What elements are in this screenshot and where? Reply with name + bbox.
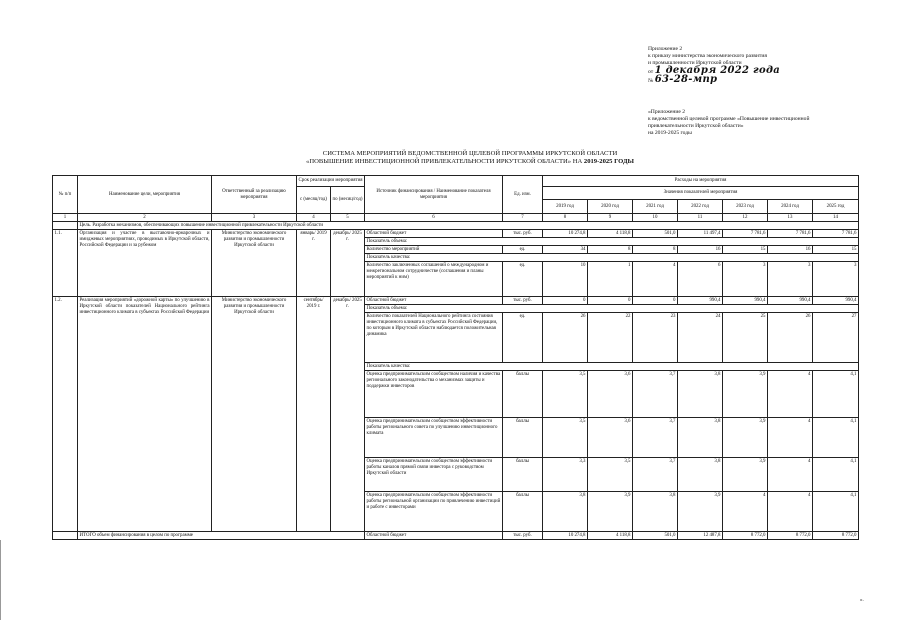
scan-edge-line xyxy=(0,540,7,620)
m2-vol-name: Количество показателей Национального рейтинга состояния инвестиционного климата в субъектах Российской Федерации, по которым в Иркутской области наблюдается положительная динамика xyxy=(365,313,503,363)
m2-q4-value-1: 3,8 xyxy=(543,492,588,532)
header-year-3: 2021 год xyxy=(633,200,678,214)
header-year-7: 2025 год xyxy=(813,200,859,214)
annex-line-2: к приказу министерства экономического развития xyxy=(648,53,767,59)
column-number-6: 6 xyxy=(365,214,503,222)
column-number-7: 7 xyxy=(503,214,543,222)
column-number-9: 9 xyxy=(588,214,633,222)
m2-q2-value-6: 4 xyxy=(768,418,813,458)
m1-fin-value-2: 4 118,8 xyxy=(588,230,633,238)
m1-vol-value-7: 15 xyxy=(813,246,859,254)
m1-vol-value-5: 15 xyxy=(723,246,768,254)
m1-fin-value-7: 7 781,6 xyxy=(813,230,859,238)
m2-vol-value-7: 27 xyxy=(813,313,859,363)
m2-fin-unit: тыс. руб. xyxy=(503,297,543,305)
m2-q2-value-1: 3,5 xyxy=(543,418,588,458)
annex-line-1: Приложение 2 xyxy=(648,46,683,52)
annex-line-4: «Приложение 2 xyxy=(648,109,686,115)
header-year-5: 2023 год xyxy=(723,200,768,214)
m2-q4-value-6: 4 xyxy=(768,492,813,532)
m2-fin-value-1: 0 xyxy=(543,297,588,305)
m2-vol-value-4: 24 xyxy=(678,313,723,363)
total-unit: тыс. руб. xyxy=(503,532,543,540)
m1-qual-value-6: 3 xyxy=(768,262,813,297)
annex-line-5: к ведомственной целевой программе «Повышение инвестиционной xyxy=(648,116,810,122)
column-number-1: 1 xyxy=(53,214,78,222)
m2-q2-value-2: 3,6 xyxy=(588,418,633,458)
m1-vol-name: Количество мероприятий xyxy=(365,246,503,254)
m2-q1-value-7: 4,1 xyxy=(813,371,859,418)
column-number-13: 13 xyxy=(768,214,813,222)
m2-q3-value-5: 3,9 xyxy=(723,458,768,492)
header-to: по (месяц/год) xyxy=(331,187,365,214)
m1-qual-value-3: 4 xyxy=(633,262,678,297)
m2-q2-value-7: 4,1 xyxy=(813,418,859,458)
handwritten-number: 63-28-мпр xyxy=(654,74,718,85)
m2-fin-value-4: 990,4 xyxy=(678,297,723,305)
annex-line-3: и промышленности Иркутской области xyxy=(648,60,742,66)
m1-qual-value-7: 3 xyxy=(813,262,859,297)
m2-q4-value-2: 3,9 xyxy=(588,492,633,532)
annex-from-label: от xyxy=(648,69,654,75)
m1-from: январь/ 2019 г. xyxy=(297,230,331,297)
m2-q4-value-5: 4 xyxy=(723,492,768,532)
m2-q1-unit: баллы xyxy=(503,371,543,418)
m2-vol-value-1: 26 xyxy=(543,313,588,363)
m2-q1-value-4: 3,8 xyxy=(678,371,723,418)
total-source: Областной бюджет xyxy=(365,532,503,540)
title-line-2: «ПОВЫШЕНИЕ ИНВЕСТИЦИОННОЙ ПРИВЛЕКАТЕЛЬНОСТИ ИРКУТСКОЙ ОБЛАСТИ» НА 2019-2025 ГОДЫ xyxy=(306,158,634,165)
header-year-6: 2024 год xyxy=(768,200,813,214)
annex-line-6: привлекательности Иркутской области» xyxy=(648,123,744,129)
m2-q1-value-5: 3,9 xyxy=(723,371,768,418)
m2-q3-value-2: 3,5 xyxy=(588,458,633,492)
m1-vol-value-6: 16 xyxy=(768,246,813,254)
m2-q1-value-1: 3,5 xyxy=(543,371,588,418)
header-num: № п/п xyxy=(53,176,78,214)
annex-num-label: № xyxy=(648,78,654,84)
m1-qual-value-5: 3 xyxy=(723,262,768,297)
m1-vol-value-3: 8 xyxy=(633,246,678,254)
header-year-2: 2020 год xyxy=(588,200,633,214)
title-line-1: СИСТЕМА МЕРОПРИЯТИЙ ВЕДОМСТВЕННОЙ ЦЕЛЕВОЙ ПРОГРАММЫ ИРКУТСКОЙ ОБЛАСТИ xyxy=(322,150,618,157)
m1-qual-value-2: 1 xyxy=(588,262,633,297)
m1-vol-value-1: 34 xyxy=(543,246,588,254)
m2-fin-value-6: 990,4 xyxy=(768,297,813,305)
m2-q1-value-6: 4 xyxy=(768,371,813,418)
m1-fin-unit: тыс. руб. xyxy=(503,230,543,238)
header-resp: Ответственный за реализацию мероприятия xyxy=(212,176,297,214)
total-value-7: 8 772,0 xyxy=(813,532,859,540)
m1-fin-value-4: 11 497,4 xyxy=(678,230,723,238)
total-value-2: 4 118,8 xyxy=(588,532,633,540)
total-value-6: 8 772,0 xyxy=(768,532,813,540)
m1-qual-name: Количество заключенных соглашений о международном и межрегиональном сотрудничестве (соглашения и планы мероприятий к ним) xyxy=(365,262,503,297)
column-number-3: 3 xyxy=(212,214,297,222)
column-number-11: 11 xyxy=(678,214,723,222)
column-number-4: 4 xyxy=(297,214,331,222)
m1-name: Организация и участие в выставочно-ярмарочных и имиджевых мероприятиях, проводимых в Иркутской области, Российской Федерации и за рубежом xyxy=(78,230,212,297)
column-number-14: 14 xyxy=(813,214,859,222)
m1-qual-unit: ед. xyxy=(503,262,543,297)
total-value-5: 8 772,0 xyxy=(723,532,768,540)
m1-vol-value-2: 8 xyxy=(588,246,633,254)
m1-qual-label: Показатель качества: xyxy=(365,254,859,262)
header-unit: Ед. изм. xyxy=(503,176,543,214)
m2-q3-name: Оценка предпринимательским сообществом эффективности работы каналов прямой связи инвестора с руководством Иркутской области xyxy=(365,458,503,492)
m2-fin-source: Областной бюджет xyxy=(365,297,503,305)
m2-q3-unit: баллы xyxy=(503,458,543,492)
m2-num: 1.2. xyxy=(53,297,78,532)
m2-q3-value-3: 3,7 xyxy=(633,458,678,492)
m1-vol-unit: ед. xyxy=(503,246,543,254)
goal-text: Цель. Разработка механизмов, обеспечивающих повышение инвестиционной привлекательности Иркутской области xyxy=(78,222,859,230)
m1-resp: Министерство экономического развития и промышленности Иркутской области xyxy=(212,230,297,297)
m1-vol-label: Показатель объема: xyxy=(365,238,859,246)
m2-q4-value-4: 3,9 xyxy=(678,492,723,532)
m2-q4-value-7: 4,1 xyxy=(813,492,859,532)
m2-fin-value-5: 990,4 xyxy=(723,297,768,305)
m1-fin-value-1: 10 274,8 xyxy=(543,230,588,238)
total-row xyxy=(53,532,859,540)
m1-qual-value-1: 10 xyxy=(543,262,588,297)
goal-row xyxy=(53,222,859,230)
m2-q4-unit: баллы xyxy=(503,492,543,532)
header-values: Значения показателей мероприятия xyxy=(543,187,859,200)
total-label: ИТОГО объем финансирования в целом по программе xyxy=(78,532,365,540)
m1-vol-value-4: 16 xyxy=(678,246,723,254)
m1-to: декабрь/ 2025 г. xyxy=(331,230,365,297)
m2-fin-value-2: 0 xyxy=(588,297,633,305)
m2-vol-value-3: 23 xyxy=(633,313,678,363)
m2-vol-value-6: 26 xyxy=(768,313,813,363)
m2-from: сентябрь/ 2019 г. xyxy=(297,297,331,532)
header-period: Срок реализации мероприятия xyxy=(297,176,365,187)
document-title xyxy=(230,150,710,166)
m2-q1-value-2: 3,6 xyxy=(588,371,633,418)
m1-num: 1.1. xyxy=(53,230,78,297)
m2-vol-unit: ед. xyxy=(503,313,543,363)
m2-q2-value-3: 3,7 xyxy=(633,418,678,458)
header-year-1: 2019 год xyxy=(543,200,588,214)
m2-q3-value-7: 4,1 xyxy=(813,458,859,492)
total-value-4: 12 487,8 xyxy=(678,532,723,540)
m2-q2-value-5: 3,9 xyxy=(723,418,768,458)
m1-fin-value-6: 7 781,6 xyxy=(768,230,813,238)
m2-fin-value-7: 990,4 xyxy=(813,297,859,305)
header-from: с (месяц/год) xyxy=(297,187,331,214)
column-number-5: 5 xyxy=(331,214,365,222)
m2-vol-value-2: 22 xyxy=(588,313,633,363)
m1-qual-value-4: 6 xyxy=(678,262,723,297)
header-name: Наименование цели, мероприятия xyxy=(78,176,212,214)
m2-q3-value-4: 3,8 xyxy=(678,458,723,492)
measures-table xyxy=(52,175,859,540)
m2-q3-value-6: 4 xyxy=(768,458,813,492)
m2-finance-row xyxy=(53,297,859,305)
m2-q2-value-4: 3,8 xyxy=(678,418,723,458)
m2-name: Реализация мероприятий «дорожной карты» по улучшению в Иркутской области показателей Национального рейтинга инвестиционного климата в субъектах Российской Федерации xyxy=(78,297,212,532)
annex-line-7: на 2019-2025 годы xyxy=(648,130,692,136)
header-expenses: Расходы на мероприятия xyxy=(543,176,859,187)
m2-q1-value-3: 3,7 xyxy=(633,371,678,418)
m1-finance-row xyxy=(53,230,859,238)
m2-q4-name: Оценка предпринимательским сообществом эффективности работы региональной организации по привлечению инвестиций и работе с инвесторами xyxy=(365,492,503,532)
header-source: Источник финансирования / Наименование показателя мероприятия xyxy=(365,176,503,214)
table-closing-mark: ». xyxy=(860,598,864,603)
column-number-row xyxy=(53,214,859,222)
header-row-1 xyxy=(53,176,859,187)
m2-vol-label: Показатель объема: xyxy=(365,305,859,313)
m1-fin-value-5: 7 781,6 xyxy=(723,230,768,238)
m2-q2-name: Оценка предпринимательским сообществом эффективности работы регионального совета по улучшению инвестиционного климата xyxy=(365,418,503,458)
handwritten-date: 1 декабря 2022 года xyxy=(654,65,780,76)
column-number-10: 10 xyxy=(633,214,678,222)
total-value-1: 10 274,8 xyxy=(543,532,588,540)
m2-q3-value-1: 3,3 xyxy=(543,458,588,492)
m2-q2-unit: баллы xyxy=(503,418,543,458)
m2-vol-value-5: 25 xyxy=(723,313,768,363)
m2-fin-value-3: 0 xyxy=(633,297,678,305)
m2-resp: Министерство экономического развития и промышленности Иркутской области xyxy=(212,297,297,532)
header-year-4: 2022 год xyxy=(678,200,723,214)
m2-qual-label: Показатель качества: xyxy=(365,363,859,371)
annex-number xyxy=(648,76,898,85)
column-number-2: 2 xyxy=(78,214,212,222)
m2-q1-name: Оценка предпринимательским сообществом наличия и качества регионального законодательства о механизмах защиты и поддержки инвесторов xyxy=(365,371,503,418)
column-number-8: 8 xyxy=(543,214,588,222)
column-number-12: 12 xyxy=(723,214,768,222)
annex-block xyxy=(648,46,898,137)
m1-fin-value-3: 501,0 xyxy=(633,230,678,238)
m2-to: декабрь/ 2025 г. xyxy=(331,297,365,532)
m2-q4-value-3: 3,8 xyxy=(633,492,678,532)
total-value-3: 501,0 xyxy=(633,532,678,540)
m1-fin-source: Областной бюджет xyxy=(365,230,503,238)
